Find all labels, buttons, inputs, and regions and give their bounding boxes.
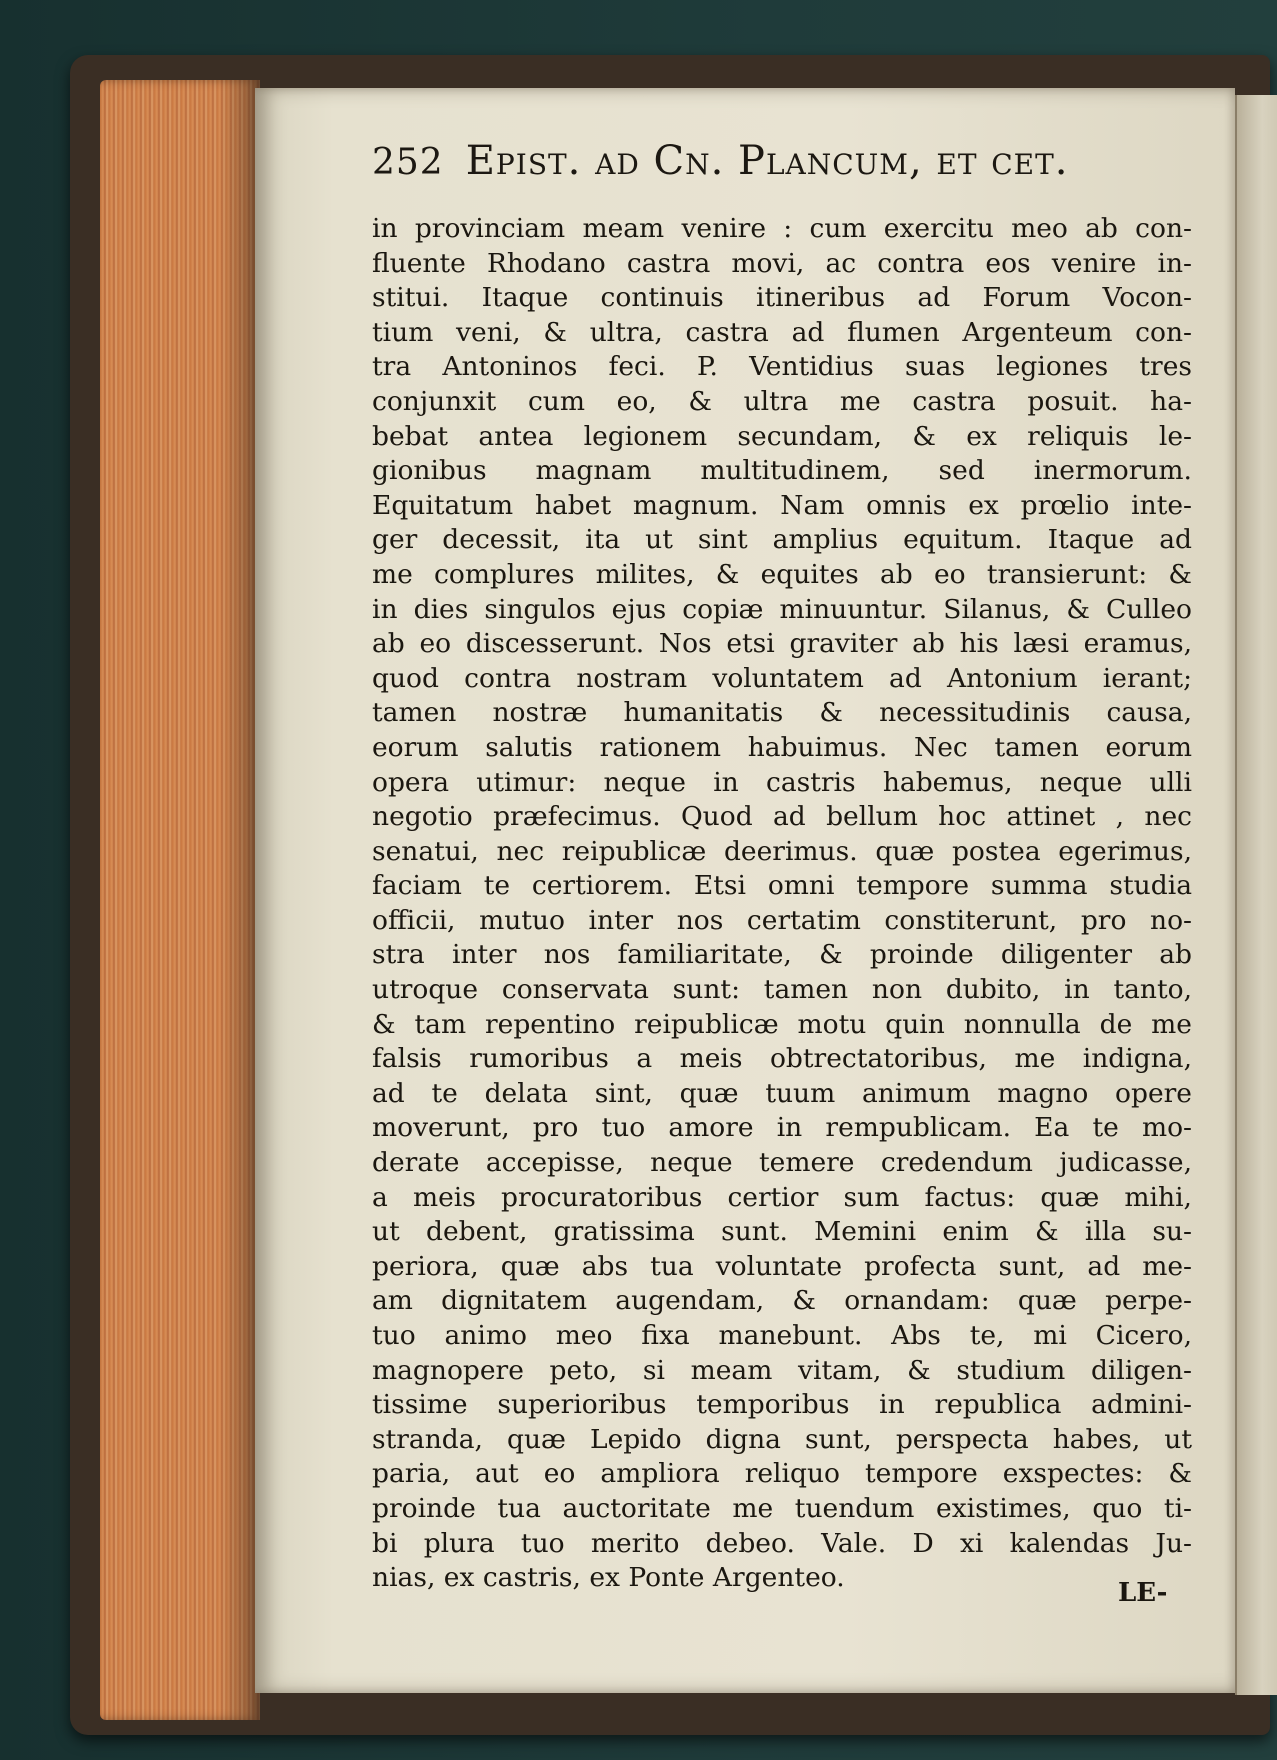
facing-page-edge [1235, 95, 1277, 1695]
catchword: LE- [1118, 1578, 1168, 1608]
text-line: paria, aut eo ampliora reliquo tempore exspectes: & [372, 1458, 1192, 1490]
text-line: tuo animo meo fixa manebunt. Abs te, mi Cicero, [372, 1320, 1192, 1351]
running-title: Epist. ad Cn. Plancum, et cet. [465, 138, 1069, 184]
text-line: periora, quæ abs tua voluntate profecta sunt, ad me- [372, 1250, 1192, 1282]
text-line: tissime superioribus temporibus in republica admini- [372, 1389, 1192, 1421]
text-line: officii, mutuo inter nos certatim constiterunt, pro no- [372, 904, 1192, 936]
text-line: bebat antea legionem secundam, & ex reliquis le- [372, 420, 1192, 452]
text-line: stranda, quæ Lepido digna sunt, perspecta habes, ut [372, 1423, 1192, 1455]
text-line: am dignitatem augendam, & ornandam: quæ perpe- [372, 1285, 1192, 1317]
text-line: ut debent, gratissima sunt. Memini enim & illa su- [372, 1216, 1192, 1248]
text-line: faciam te certiorem. Etsi omni tempore summa studia [372, 870, 1192, 902]
text-line: in provinciam meam venire : cum exercitu meo ab con- [372, 213, 1192, 244]
text-line: & tam repentino reipublicæ motu quin nonnulla de me [372, 1008, 1192, 1040]
text-line: fluente Rhodano castra movi, ac contra eos venire in- [372, 247, 1192, 279]
text-line: magnopere peto, si meam vitam, & studium diligen- [372, 1354, 1192, 1386]
text-line: negotio præfecimus. Quod ad bellum hoc attinet , nec [372, 801, 1192, 833]
page-number: 252 [372, 142, 444, 183]
text-line: tium veni, & ultra, castra ad flumen Argenteum con- [372, 316, 1192, 348]
text-line: in dies singulos ejus copiæ minuuntur. Silanus, & Culleo [372, 593, 1192, 625]
page-edges [100, 80, 260, 1720]
text-line: Equitatum habet magnum. Nam omnis ex prœlio inte- [372, 489, 1192, 521]
text-line: ad te delata sint, quæ tuum animum magno opere [372, 1077, 1192, 1109]
text-line: eorum salutis rationem habuimus. Nec tamen eorum [372, 731, 1192, 763]
text-line: ger decessit, ita ut sint amplius equitum. Itaque ad [372, 524, 1192, 556]
text-line: stitui. Itaque continuis itineribus ad Forum Vocon- [372, 282, 1192, 314]
text-line: conjunxit cum eo, & ultra me castra posuit. ha- [372, 385, 1192, 417]
text-line: ab eo discesserunt. Nos etsi graviter ab his læsi eramus, [372, 628, 1192, 660]
text-line: utroque conservata sunt: tamen non dubito, in tanto, [372, 974, 1192, 1006]
text-line: bi plura tuo merito debeo. Vale. D xi kalendas Ju- [372, 1527, 1192, 1559]
text-line: quod contra nostram voluntatem ad Antonium ierant; [372, 662, 1192, 694]
text-line: proinde tua auctoritate me tuendum existimes, quo ti- [372, 1492, 1192, 1524]
text-line: opera utimur: neque in castris habemus, neque ulli [372, 766, 1192, 798]
text-line: moverunt, pro tuo amore in rempublicam. Ea te mo- [372, 1112, 1192, 1144]
body-text [372, 212, 1192, 1596]
text-line: me complures milites, & equites ab eo transierunt: & [372, 558, 1192, 590]
text-line: a meis procuratoribus certior sum factus: quæ mihi, [372, 1181, 1192, 1213]
text-line: falsis rumoribus a meis obtrectatoribus, me indigna, [372, 1043, 1192, 1075]
text-line: tamen nostræ humanitatis & necessitudinis causa, [372, 697, 1192, 729]
text-line: tra Antoninos feci. P. Ventidius suas legiones tres [372, 351, 1192, 383]
text-line: senatui, nec reipublicæ deerimus. quæ postea egerimus, [372, 835, 1192, 867]
text-line: stra inter nos familiaritate, & proinde diligenter ab [372, 939, 1192, 971]
page-header [372, 138, 1132, 184]
text-line: derate accepisse, neque temere credendum judicasse, [372, 1147, 1192, 1179]
text-line: nias, ex castris, ex Ponte Argenteo. [372, 1562, 845, 1594]
text-line: gionibus magnam multitudinem, sed inermorum. [372, 455, 1192, 487]
